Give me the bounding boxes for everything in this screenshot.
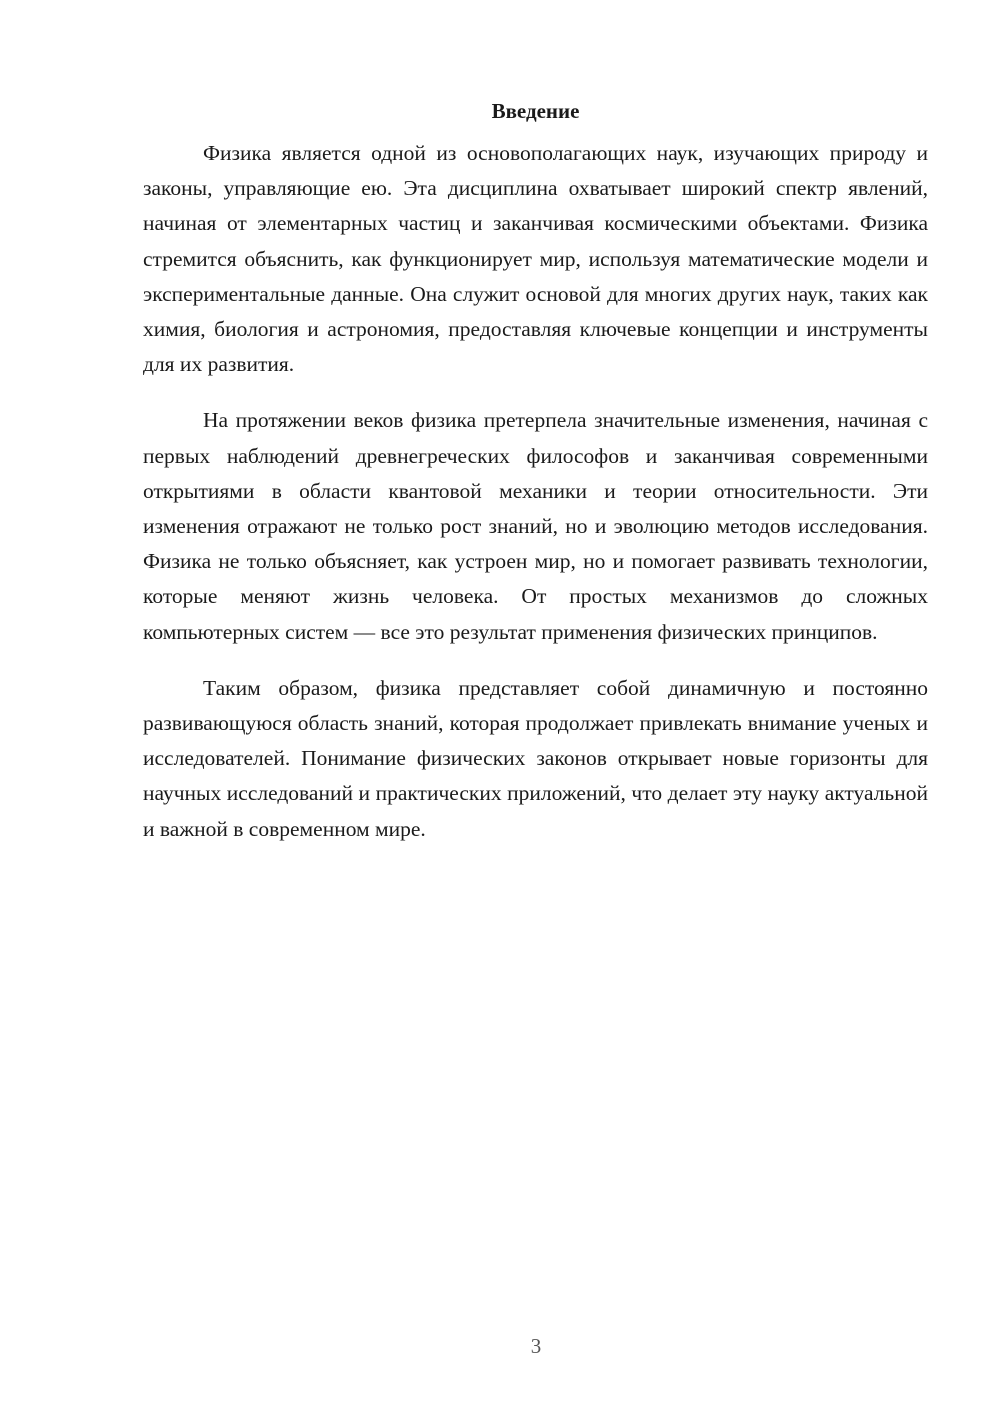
paragraph-2: На протяжении веков физика претерпела значительные изменения, начиная с первых наблюдений древнегреческих философов и заканчивая современными открытиями в области квантовой механики и теории относительности. Эти изменения отражают не только рост знаний, но и эволюцию методов исследования. Физика не только объясняет, как устроен мир, но и помогает развивать технологии, которые меняют жизнь человека. От простых механизмов до сложных компьютерных систем — все это результат применения физических принципов. <box>143 408 928 644</box>
paragraph-1: Физика является одной из основополагающих наук, изучающих природу и законы, управляющие ею. Эта дисциплина охватывает широкий спектр явлений, начиная от элементарных частиц и заканчивая космическими объектами. Физика стремится объяснить, как функционирует мир, используя математические модели и экспериментальные данные. Она служит основой для многих других наук, таких как химия, биология и астрономия, предоставляя ключевые концепции и инструменты для их развития. <box>143 141 928 377</box>
page-content <box>143 96 928 868</box>
page-number: 3 <box>530 1334 542 1358</box>
paragraph-3: Таким образом, физика представляет собой динамичную и постоянно развивающуюся область знаний, которая продолжает привлекать внимание ученых и исследователей. Понимание физических законов открывает новые горизонты для научных исследований и практических приложений, что делает эту науку актуальной и важной в современном мире. <box>143 675 928 841</box>
section-title: Введение <box>491 99 580 123</box>
